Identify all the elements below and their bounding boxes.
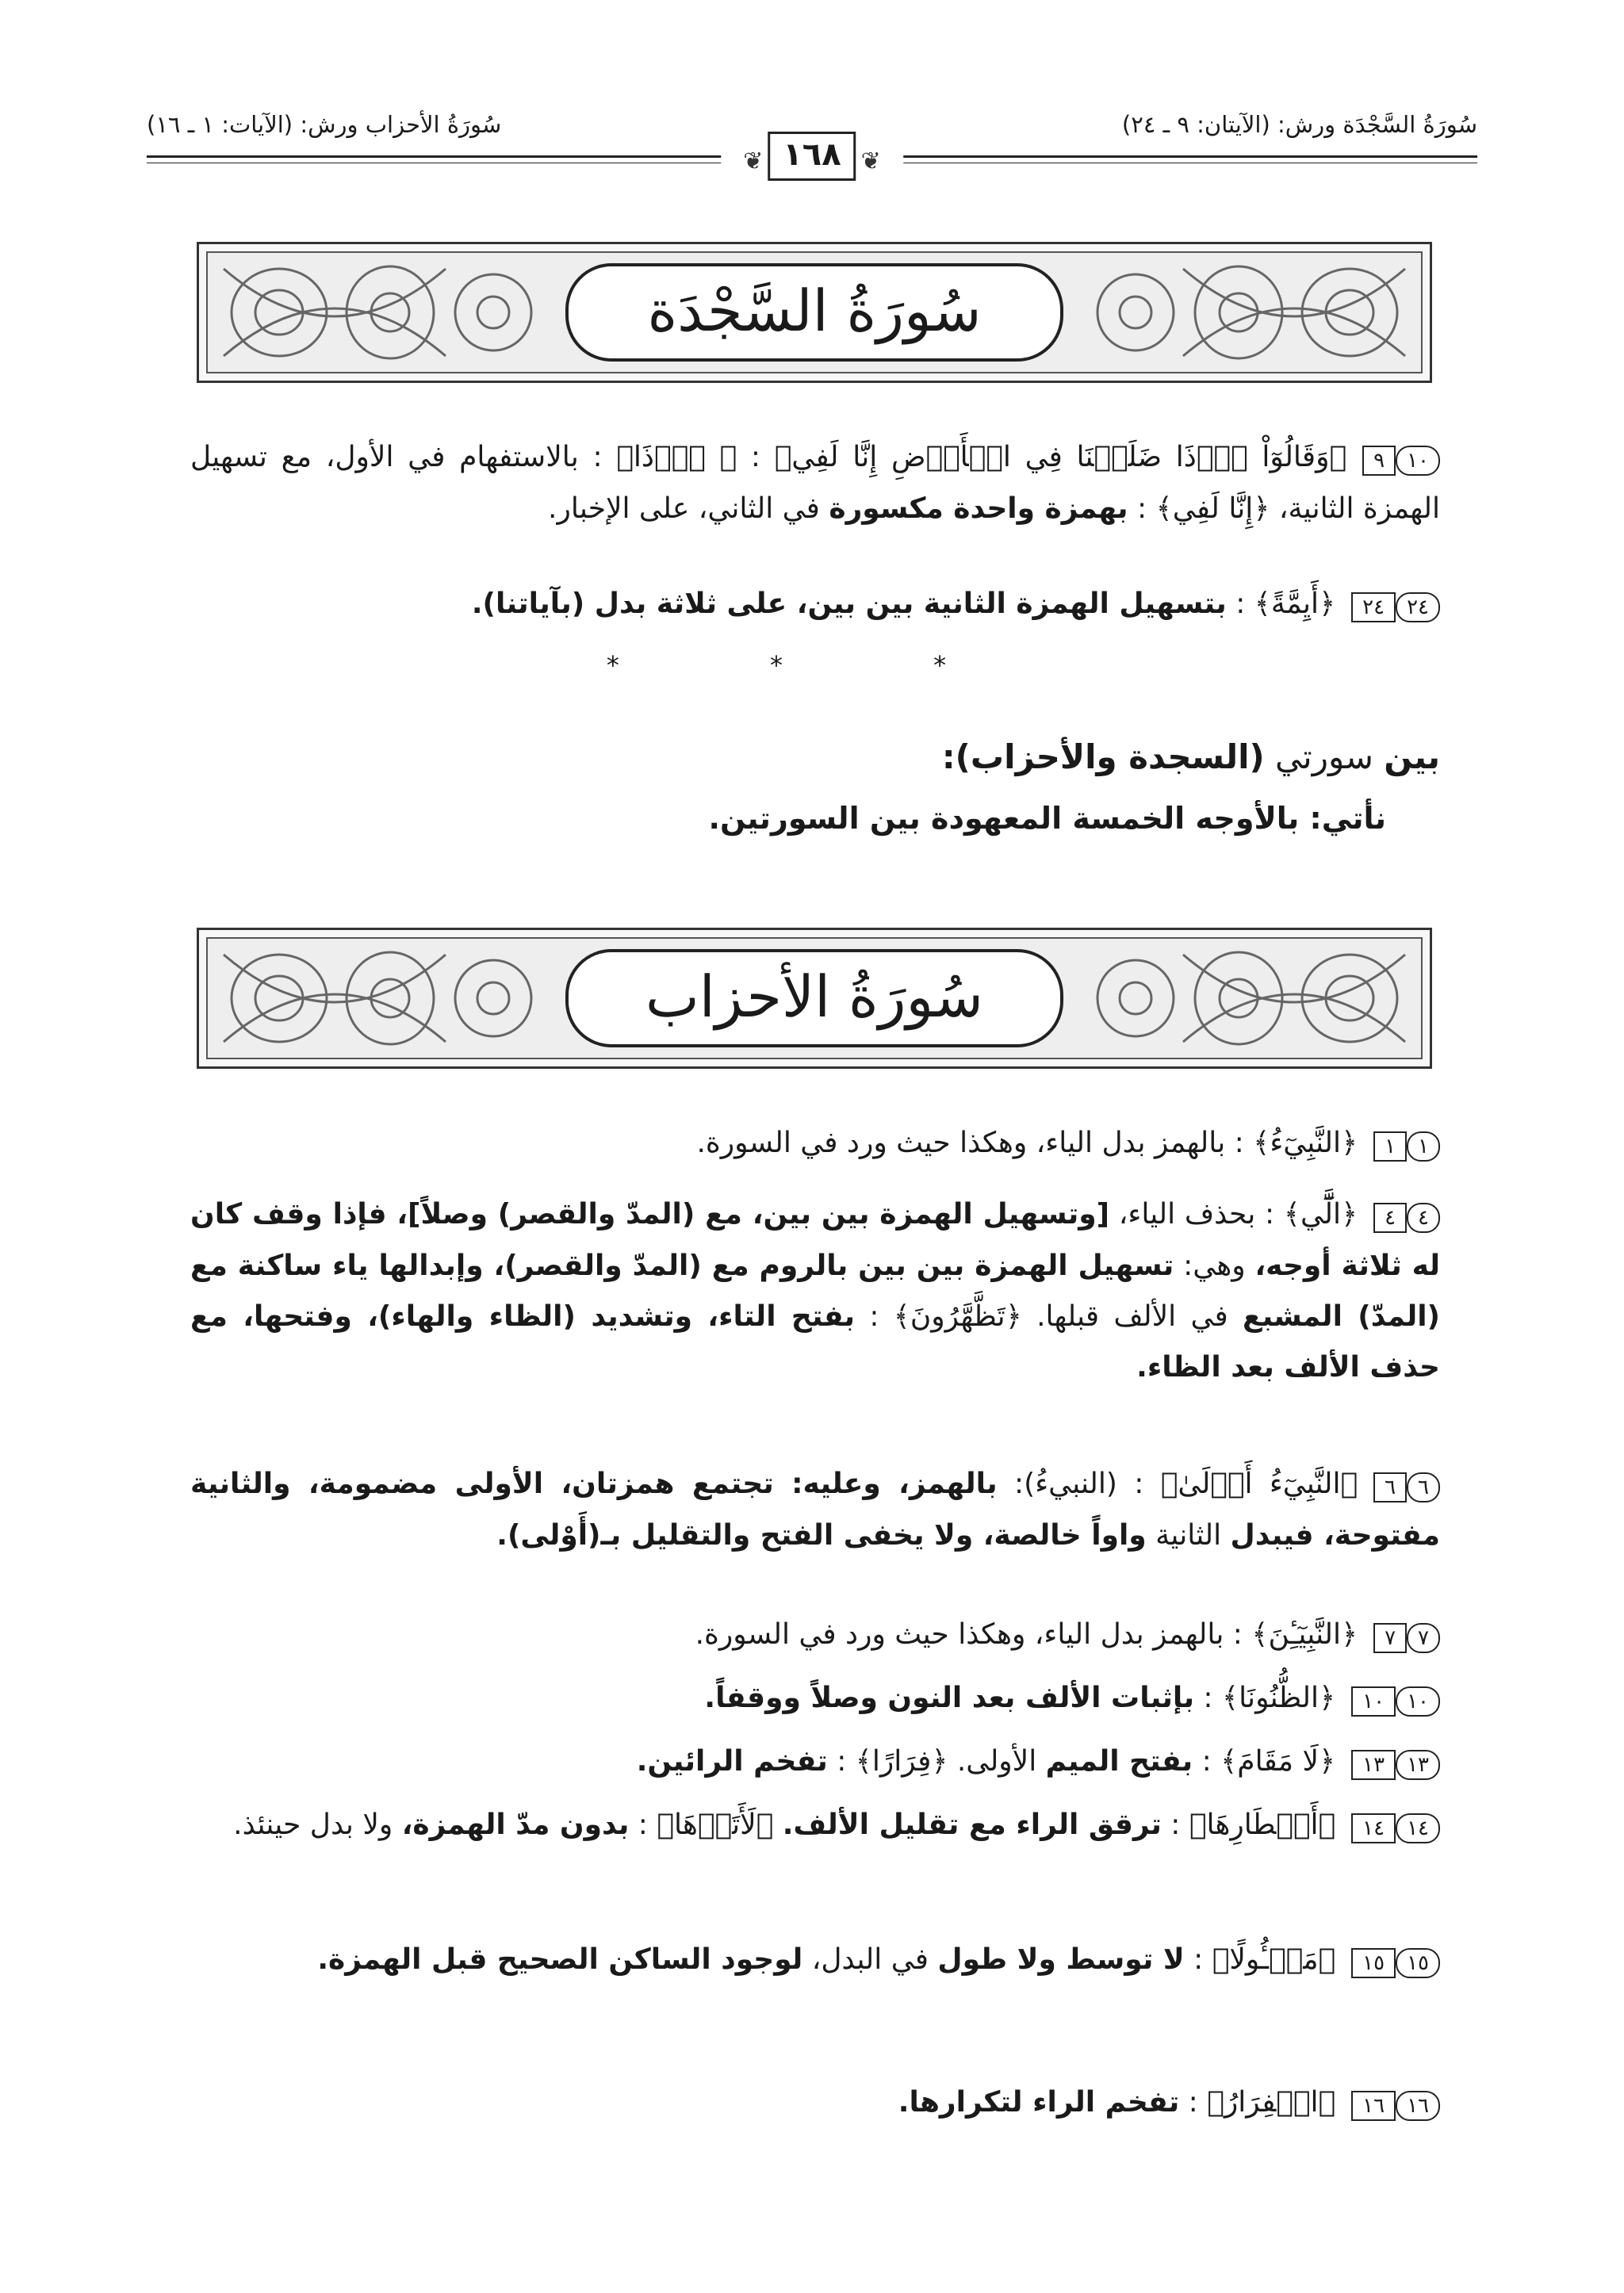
banner-arabesque (206, 937, 1423, 1059)
surah-banner-ahzab (197, 928, 1432, 1069)
note-bold-text: [وتسهيل الهمزة بين بين، مع (المدّ والقصر) وصلاً]، فإذا وقف كان له ثلاثة أوجه، (190, 1198, 1441, 1282)
separator: : (737, 441, 775, 473)
quran-quote: ﴿فِرَارًا﴾ (855, 1745, 948, 1778)
entry-ayah-15 (190, 1935, 1440, 1986)
between-surahs-note: نأتي: بالأوجه الخمسة المعهودة بين السورتين. (708, 801, 1386, 836)
ayah-marker (1346, 580, 1440, 630)
ayah-marker (1369, 1190, 1440, 1241)
note-bold-text: بتسهيل الهمزة الثانية بين بين، على ثلاثة بدل (بآياتنا). (471, 588, 1227, 620)
ayah-oval-number: ٢٤ (1396, 592, 1440, 622)
quran-quote: ﴿وَقَالُوٓاْ أَ۬ذَا ضَلَلۡنَا فِي الۡأَرۡضِ إِنَّا لَفِي﴾ (774, 441, 1347, 473)
entry-ayah-1 (190, 1118, 1440, 1169)
ayah-box-number: ١ (1373, 1131, 1407, 1162)
quran-quote: ﴿الَّٓي﴾ (1283, 1198, 1358, 1231)
page-number: ١٦٨ (768, 132, 856, 181)
separator: : (1179, 2086, 1208, 2119)
quran-quote: ﴿لَا مَقَامَ﴾ (1220, 1745, 1336, 1778)
note-bold-text: تفخم الراء لتكرارها. (898, 2086, 1180, 2119)
quran-quote: ﴿الۡفِرَارُ﴾ (1207, 2086, 1336, 2119)
note-text: الأولى. (948, 1745, 1046, 1778)
between-surahs-heading (190, 729, 1440, 785)
separator: : (629, 1809, 657, 1841)
surah-banner-sajdah (197, 242, 1432, 383)
ayah-oval-number: ١٠ (1396, 1686, 1440, 1717)
separator: : (855, 1300, 894, 1333)
entry-ayah-10 (190, 1673, 1440, 1725)
note-bold-text: واواً خالصة، ولا يخفى الفتح والتقليل بـ(أَوْلى). (496, 1519, 1147, 1552)
note-bold-text: بهمزة واحدة مكسورة (829, 492, 1128, 525)
quran-quote: ﴿لَأَتَوۡهَا﴾ (657, 1809, 783, 1841)
quran-quote: ﴿النَّبِيٓءُ أَوۡلَىٰ﴾ (1160, 1468, 1358, 1500)
ayah-box-number: ١٦ (1351, 2091, 1396, 2121)
quran-quote: ﴿أَيِمَّةً﴾ (1254, 588, 1336, 620)
section-divider-stars: * * * (606, 650, 1018, 680)
ayah-box-number: ١٣ (1351, 1750, 1396, 1780)
note-text: : (النبيءُ): (997, 1468, 1161, 1500)
quran-quote: ﴿تَظَّهَّرُونَ﴾ (893, 1300, 1022, 1333)
note-bold-text: لوجود الساكن الصحيح قبل الهمزة. (317, 1943, 803, 1976)
note-bold-text: بإثبات الألف بعد النون وصلاً ووقفاً. (704, 1682, 1194, 1714)
separator: : (1193, 1745, 1221, 1778)
ayah-oval-number: ١٣ (1396, 1750, 1440, 1780)
separator: : (1161, 1809, 1189, 1841)
ayah-marker (1369, 1460, 1440, 1510)
entry-ayah-6 (190, 1459, 1440, 1561)
ayah-box-number: ١٤ (1351, 1813, 1396, 1843)
separator: : (1193, 1682, 1222, 1714)
ayah-box-number: ١٠ (1351, 1686, 1396, 1717)
ayah-marker (1346, 1737, 1440, 1788)
entry-ayah-7 (190, 1610, 1440, 1661)
between-text: سورتي (1264, 737, 1385, 776)
note-text: في الألف قبلها. (1021, 1300, 1243, 1333)
note-text: : بالهمز بدل الياء، وهكذا حيث ورد في السورة. (695, 1618, 1252, 1651)
ayah-box-number: ١٥ (1351, 1948, 1396, 1978)
surah-title: سُورَةُ الأحزاب (645, 963, 983, 1030)
surah-title: سُورَةُ السَّجْدَة (647, 278, 982, 344)
ayah-marker (1346, 2078, 1440, 2129)
separator: : (1226, 588, 1254, 620)
ayah-oval-number: ٦ (1407, 1472, 1440, 1503)
quran-quote: ﴿إِنَّا لَفِي﴾ (1155, 492, 1270, 525)
between-surah-names: (السجدة والأحزاب): (941, 737, 1265, 776)
ayah-marker (1369, 1610, 1440, 1661)
separator: : (1184, 1943, 1212, 1976)
surah-title-cartouche (565, 263, 1063, 362)
note-bold-text: ترقق الراء مع تقليل الألف. (782, 1809, 1162, 1841)
note-bold-text: بالهمز، وعليه: تجتمع همزتان، الأولى مضمومة، والثانية مفتوحة، فيبدل (190, 1468, 1440, 1552)
entry-ayah-13 (190, 1736, 1440, 1788)
note-bold-text: لا توسط ولا طول (937, 1943, 1185, 1976)
ayah-marker (1346, 1801, 1440, 1851)
note-bold-text: تسهيل الهمزة بين بين بالروم مع (المدّ والقصر)، وإبدالها ياء ساكنة مع (المدّ) المشبع (190, 1250, 1441, 1333)
entry-ayah-4 (190, 1189, 1440, 1393)
note-bold-text: بفتح الميم (1045, 1745, 1193, 1778)
ayah-marker (1369, 1119, 1440, 1169)
running-header (147, 111, 1477, 182)
ayah-oval-number: ١٦ (1396, 2091, 1440, 2121)
note-text: : بالاستفهام في الأول، مع تسهيل الهمزة الثانية، (190, 441, 1440, 525)
note-bold-text: بدون مدّ الهمزة، (401, 1809, 630, 1841)
ayah-oval-number: ١ (1407, 1131, 1440, 1162)
ayah-oval-number: ١٥ (1396, 1948, 1440, 1978)
note-text: في الثاني، على الإخبار. (548, 492, 829, 525)
ornament-icon: ❦ (743, 147, 764, 175)
between-label: بين (1384, 737, 1440, 776)
note-bold-text: بفتح التاء، وتشديد (الظاء والهاء)، وفتحها، مع حذف الألف بعد الظاء. (190, 1300, 1440, 1384)
ayah-oval-number: ١٤ (1396, 1813, 1440, 1843)
quran-quote: ﴿مَسۡـُٔولًا﴾ (1212, 1943, 1336, 1976)
entry-ayah-14 (190, 1800, 1440, 1851)
separator: : (827, 1745, 856, 1778)
ayah-box-number: ٩ (1362, 446, 1396, 476)
entry-ayah-9 (190, 432, 1440, 534)
note-text: في البدل، (802, 1943, 938, 1976)
quran-quote: ﴿النَّبِيٓـِٔنَ﴾ (1251, 1618, 1358, 1651)
ayah-marker (1358, 433, 1440, 484)
page-number-ornament (721, 132, 903, 181)
ayah-box-number: ٧ (1373, 1623, 1407, 1653)
entry-ayah-24 (190, 579, 1440, 630)
separator: : (1128, 492, 1156, 525)
note-text: الثانية (1146, 1519, 1231, 1552)
ayah-box-number: ٤ (1373, 1203, 1407, 1233)
ayah-oval-number: ١٠ (1396, 446, 1440, 476)
note-text: ولا بدل حينئذ. (233, 1809, 402, 1841)
note-bold-text: تفخم الرائين. (636, 1745, 828, 1778)
surah-title-cartouche (565, 949, 1063, 1047)
note-text: : بالهمز بدل الياء، وهكذا حيث ورد في السورة. (696, 1127, 1254, 1159)
note-text: : بحذف الياء، (1109, 1198, 1284, 1231)
ayah-box-number: ٢٤ (1351, 592, 1396, 622)
note-text: وهي: (1174, 1250, 1255, 1282)
ayah-oval-number: ٤ (1407, 1203, 1440, 1233)
entry-ayah-16 (190, 2077, 1440, 2129)
header-right-text: سُورَةُ السَّجْدَة ورش: (الآيتان: ٩ ـ ٢٤) (1121, 111, 1477, 138)
ayah-marker (1346, 1674, 1440, 1725)
quran-quote: ﴿أَقۡطَارِهَا﴾ (1189, 1809, 1336, 1841)
quran-quote: ﴿النَّبِيٓءُ﴾ (1253, 1127, 1358, 1159)
quran-quote: ﴿الظُّنُونَا﴾ (1221, 1682, 1336, 1714)
ayah-oval-number: ٧ (1407, 1623, 1440, 1653)
ayah-marker (1346, 1935, 1440, 1986)
quran-quote: ﴿ أَ۬ذَا﴾ (616, 441, 737, 473)
header-left-text: سُورَةُ الأحزاب ورش: (الآيات: ١ ـ ١٦) (147, 111, 502, 138)
ayah-box-number: ٦ (1373, 1472, 1407, 1503)
ornament-icon: ❦ (860, 147, 881, 175)
banner-arabesque (206, 251, 1423, 373)
